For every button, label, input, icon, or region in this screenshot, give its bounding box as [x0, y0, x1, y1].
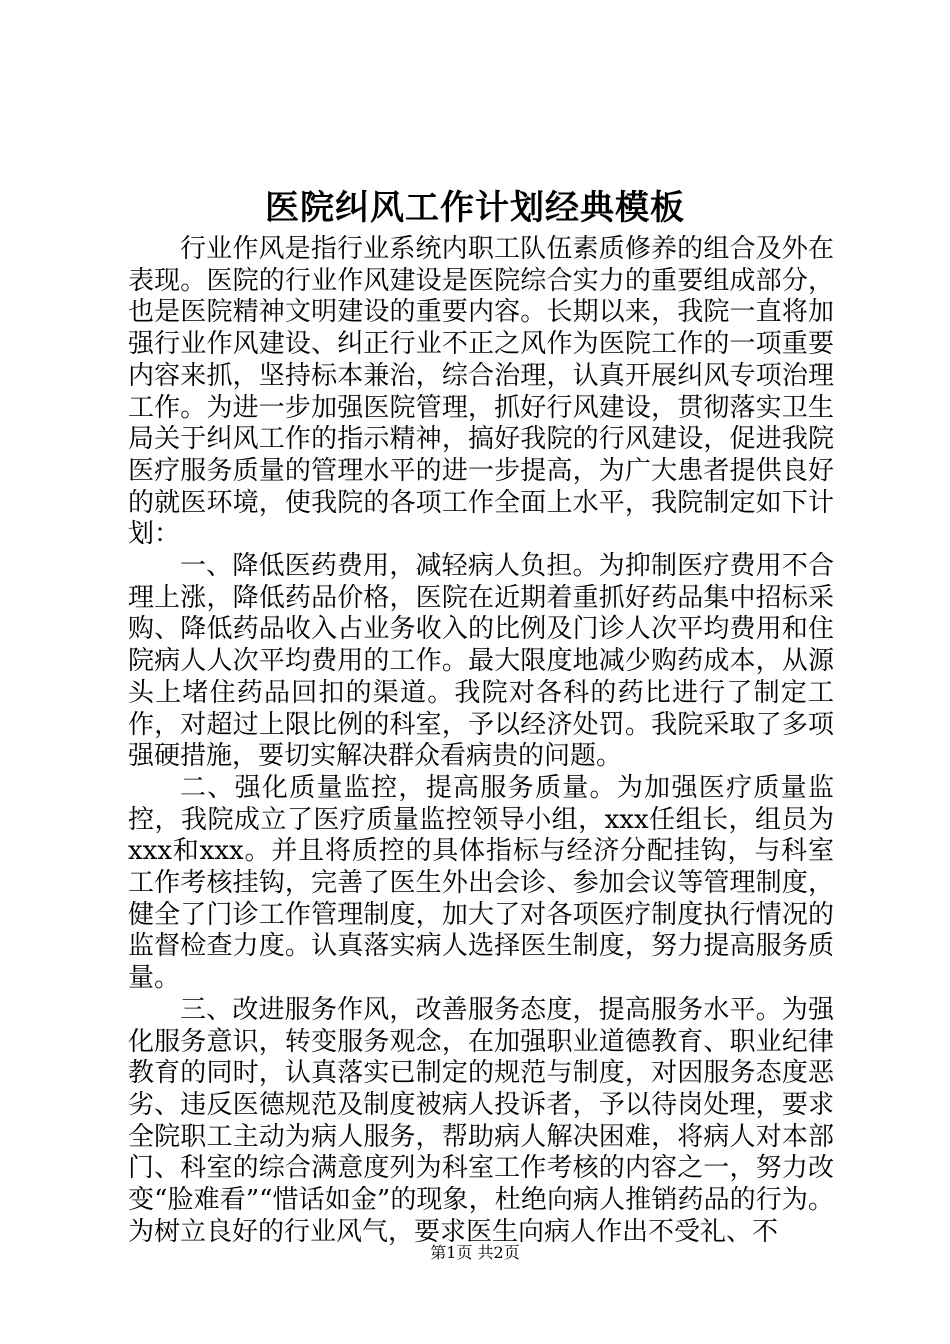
document-body: [128, 234, 834, 1249]
paragraph-section-2: 二、强化质量监控，提高服务质量。为加强医疗质量监控，我院成立了医疗质量监控领导小组，xxx任组长，组员为xxx和xxx。并且将质控的具体指标与经济分配挂钩，与科室工作考核挂钩，完善了医生外出会诊、参加会议等管理制度，健全了门诊工作管理制度，加大了对各项医疗制度执行情况的监督检查力度。认真落实病人选择医生制度，努力提高服务质量。: [128, 772, 834, 994]
page-footer: 第1页 共2页: [430, 1243, 520, 1262]
paragraph-section-3: 三、改进服务作风，改善服务态度，提高服务水平。为强化服务意识，转变服务观念，在加强职业道德教育、职业纪律教育的同时，认真落实已制定的规范与制度，对因服务态度恶劣、违反医德规范及制度被病人投诉者，予以待岗处理，要求全院职工主动为病人服务，帮助病人解决困难，将病人对本部门、科室的综合满意度列为科室工作考核的内容之一，努力改变“脸难看”“惜话如金”的现象，杜绝向病人推销药品的行为。为树立良好的行业风气，要求医生向病人作出不受礼、不: [128, 994, 834, 1247]
paragraph-intro: 行业作风是指行业系统内职工队伍素质修养的组合及外在表现。医院的行业作风建设是医院综合实力的重要组成部分，也是医院精神文明建设的重要内容。长期以来，我院一直将加强行业作风建设、纠正行业不正之风作为医院工作的一项重要内容来抓，坚持标本兼治，综合治理，认真开展纠风专项治理工作。为进一步加强医院管理，抓好行风建设，贯彻落实卫生局关于纠风工作的指示精神，搞好我院的行风建设，促进我院医疗服务质量的管理水平的进一步提高，为广大患者提供良好的就医环境，使我院的各项工作全面上水平，我院制定如下计划：: [128, 234, 834, 550]
document-title: 医院纠风工作计划经典模板: [265, 188, 685, 228]
paragraph-section-1: 一、降低医药费用，减轻病人负担。为抑制医疗费用不合理上涨，降低药品价格，医院在近期着重抓好药品集中招标采购、降低药品收入占业务收入的比例及门诊人次平均费用和住院病人人次平均费用的工作。最大限度地减少购药成本，从源头上堵住药品回扣的渠道。我院对各科的药比进行了制定工作，对超过上限比例的科室，予以经济处罚。我院采取了多项强硬措施，要切实解决群众看病贵的问题。: [128, 551, 834, 772]
